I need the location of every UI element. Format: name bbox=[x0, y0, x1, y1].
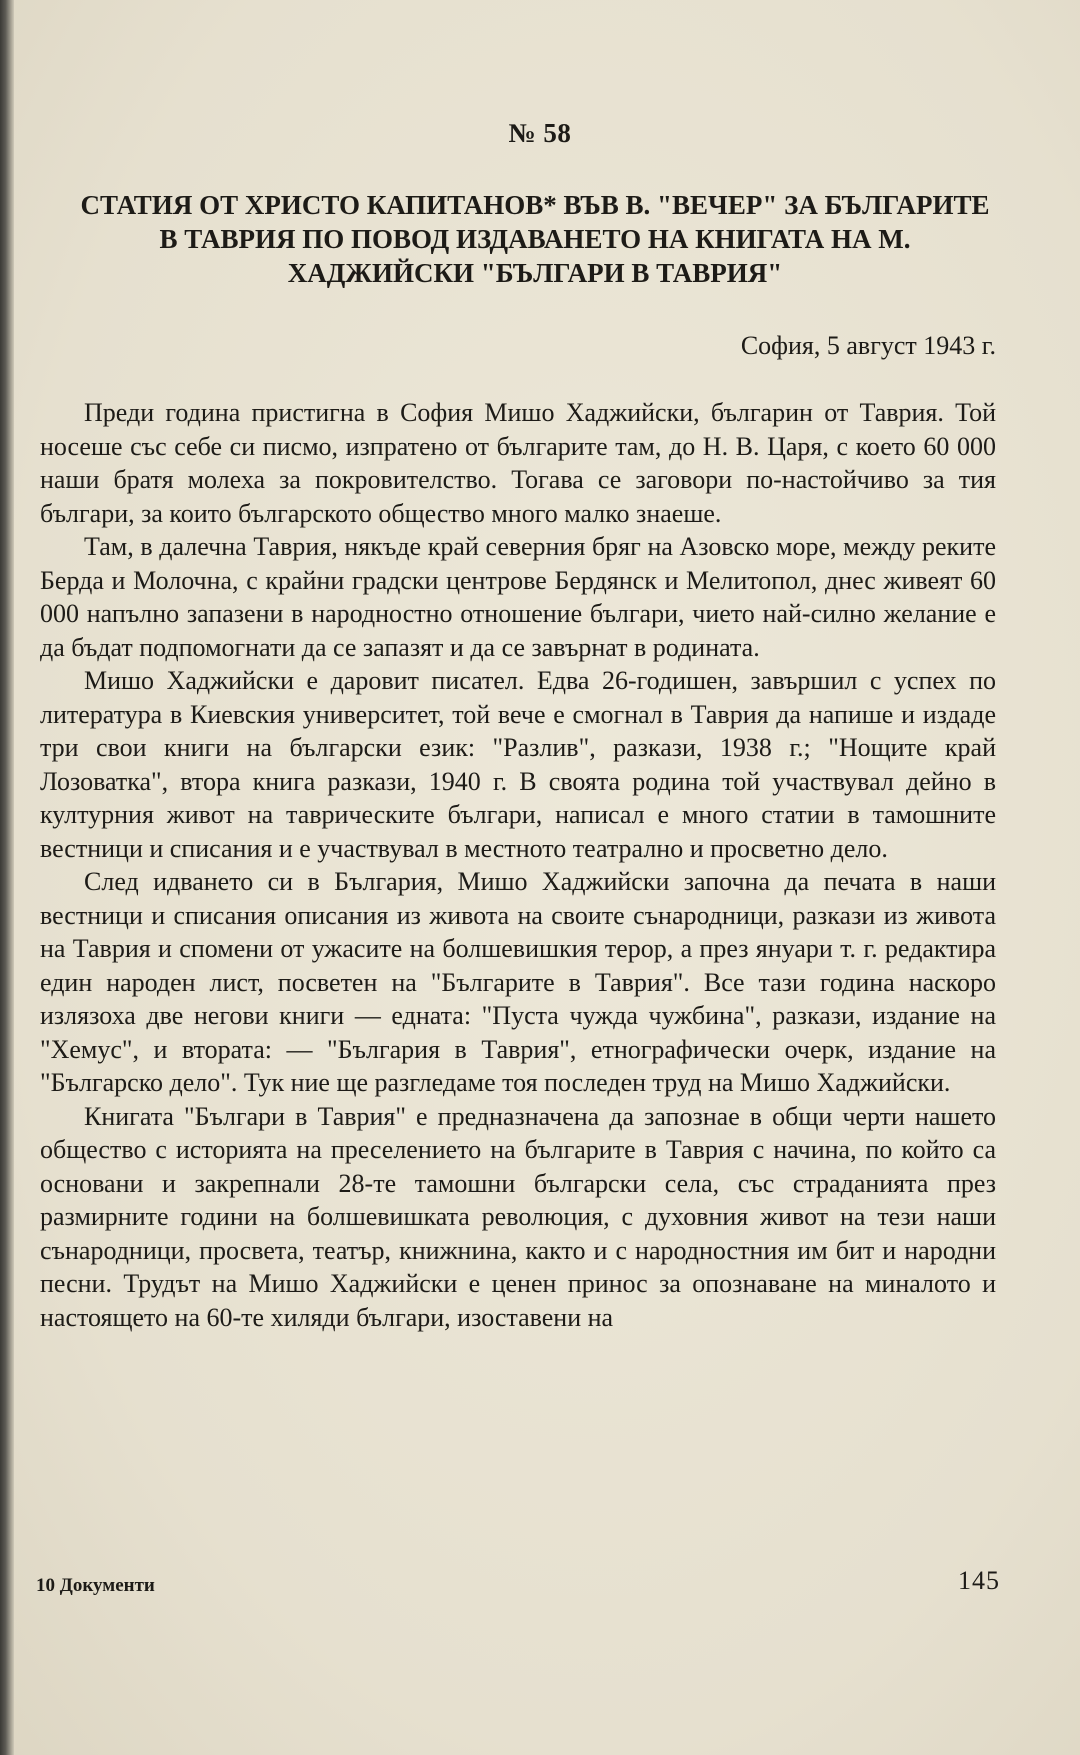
dateline: София, 5 август 1943 г. bbox=[740, 331, 996, 360]
page-number: 145 bbox=[958, 1566, 1000, 1595]
document-number: № 58 bbox=[508, 118, 572, 148]
paragraph: Преди година пристигна в София Мишо Хаджийски, българин от Таврия. Той носеше със себе си писмо, изпратено от българите там, до Н. В. Царя, с което 60 000 наши братя молеха за покровителство. Тогава се заговори по-настойчиво за тия българи, за които българското общество много малко знаеше. bbox=[40, 398, 996, 528]
signature-mark: 10 Документи bbox=[36, 1575, 155, 1596]
paragraph: Мишо Хаджийски е даровит писател. Едва 26-годишен, завършил с успех по литература в Киевския университет, той вече е смогнал в Таврия да напише и издаде три свои книги на български език: "Разлив", разкази, 1938 г.; "Нощите край Лозоватка", втора книга разкази, 1940 г. В своята родина той участвувал дейно в културния живот на таврическите българи, написал е много статии в тамошните вестници и списания и е участвувал в местното театрално и просветно дело. bbox=[40, 666, 996, 863]
document-title: СТАТИЯ ОТ ХРИСТО КАПИТАНОВ* ВЪВ В. "ВЕЧЕР" ЗА БЪЛГАРИТЕ В ТАВРИЯ ПО ПОВОД ИЗДАВАНЕТО НА КНИГАТА НА М. ХАДЖИЙСКИ "БЪЛГАРИ В ТАВРИЯ" bbox=[80, 190, 990, 288]
paragraph: След идването си в България, Мишо Хаджийски започна да печата в наши вестници и списания описания из живота на своите сънародници, разкази из живота на Таврия и спомени от ужасите на болшевишкия терор, а през януари т. г. редактира един народен лист, посветен на "Българите в Таврия". Все тази година наскоро излязоха две негови книги — едната: "Пуста чужда чужбина", разкази, издание на "Хемус", и втората: — "България в Таврия", етнографически очерк, издание на "Българско дело". Тук ние ще разгледаме тоя последен труд на Мишо Хаджийски. bbox=[40, 867, 996, 1097]
paragraph: Книгата "Българи в Таврия" е предназначена да запознае в общи черти нашето общество с историята на преселението на българите в Таврия с начина, по който са основани и закрепнали 28-те тамошни български села, със страданията през размирните години на болшевишката революция, с духовния живот на тези наши сънародници, просвета, театър, книжнина, както и с народностния им бит и народни песни. Трудът на Мишо Хаджийски е ценен принос за опознаване на миналото и настоящето на 60-те хиляди българи, изоставени на bbox=[40, 1101, 996, 1332]
paragraph: Там, в далечна Таврия, някъде край северния бряг на Азовско море, между реките Берда и Молочна, с крайни градски центрове Бердянск и Мелитопол, днес живеят 60 000 напълно запазени в народностно отношение българи, чието най-силно желание е да бъдат подпомогнати да се запазят и да се завърнат в родината. bbox=[40, 532, 996, 662]
article-body bbox=[40, 396, 996, 1334]
book-spine-shadow bbox=[0, 0, 14, 1755]
